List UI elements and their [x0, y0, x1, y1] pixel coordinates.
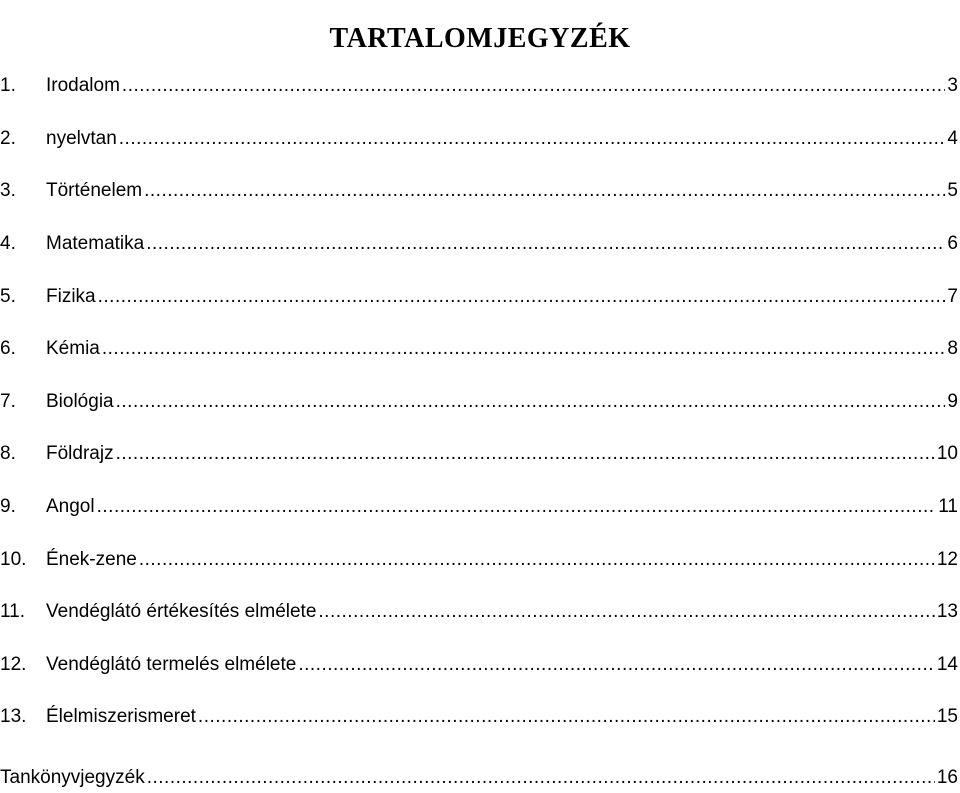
toc-entry-label: Tankönyvjegyzék: [0, 766, 145, 788]
toc-entry-irodalom[interactable]: [0, 60, 960, 113]
toc-entry-label: Földrajz: [46, 443, 114, 465]
toc-entry-label: Vendéglátó termelés elmélete: [46, 653, 297, 675]
toc-entry-matematika[interactable]: [0, 218, 960, 271]
toc-entry-number: 8.: [0, 443, 16, 465]
dot-leader: [119, 128, 946, 150]
toc-entry-page: 9: [947, 390, 958, 412]
dot-leader: [198, 706, 935, 728]
toc-entry-number: 9.: [0, 496, 16, 518]
toc-entry-biologia[interactable]: [0, 376, 960, 429]
toc-entry-vendeglato-termeles[interactable]: [0, 639, 960, 692]
toc-entry-foldrajz[interactable]: [0, 428, 960, 481]
toc-entry-page: 11: [938, 496, 958, 518]
toc-entry-label: Irodalom: [46, 75, 120, 97]
toc-entry-label: Angol: [46, 496, 95, 518]
dot-leader: [144, 180, 945, 202]
toc-entry-page: 5: [947, 180, 958, 202]
toc-entry-number: 7.: [0, 390, 16, 412]
page-title: TARTALOMJEGYZÉK: [329, 22, 631, 54]
toc-entry-page: 3: [947, 75, 958, 97]
toc-entry-number: 5.: [0, 285, 16, 307]
toc-entry-number: 12.: [0, 653, 27, 675]
dot-leader: [97, 496, 937, 518]
toc-entry-fizika[interactable]: [0, 270, 960, 323]
toc-entry-angol[interactable]: [0, 481, 960, 534]
toc-entry-number: 13.: [0, 706, 27, 728]
table-of-contents: [0, 60, 960, 791]
toc-entry-page: 16: [936, 766, 958, 788]
dot-leader: [139, 549, 935, 571]
toc-entry-tankonyvjegyzek[interactable]: [0, 744, 960, 791]
dot-leader: [318, 601, 934, 623]
toc-entry-label: Fizika: [46, 285, 96, 307]
toc-entry-label: Biológia: [46, 390, 114, 412]
dot-leader: [147, 767, 935, 789]
toc-entry-label: Történelem: [46, 180, 143, 202]
toc-entry-elelmiszerismeret[interactable]: [0, 691, 960, 744]
toc-entry-label: Ének-zene: [46, 548, 137, 570]
toc-entry-page: 6: [947, 233, 958, 255]
dot-leader: [122, 75, 946, 97]
toc-entry-page: 8: [947, 338, 958, 360]
toc-entry-number: 1.: [0, 75, 16, 97]
dot-leader: [102, 338, 946, 360]
dot-leader: [116, 443, 935, 465]
dot-leader: [298, 654, 935, 676]
toc-entry-label: Élelmiszerismeret: [46, 706, 196, 728]
toc-entry-number: 2.: [0, 127, 16, 149]
toc-entry-number: 6.: [0, 338, 16, 360]
toc-entry-page: 13: [936, 601, 958, 623]
toc-entry-number: 4.: [0, 233, 16, 255]
toc-entry-number: 10.: [0, 548, 27, 570]
toc-entry-label: nyelvtan: [46, 127, 117, 149]
toc-entry-ének-zene[interactable]: [0, 533, 960, 586]
toc-entry-page: 10: [936, 443, 958, 465]
dot-leader: [98, 286, 946, 308]
toc-entry-page: 15: [936, 706, 958, 728]
toc-entry-vendeglato-ertekesites[interactable]: [0, 586, 960, 639]
dot-leader: [146, 233, 945, 255]
toc-entry-page: 4: [947, 127, 958, 149]
toc-entry-page: 14: [936, 653, 958, 675]
toc-entry-page: 12: [936, 548, 958, 570]
toc-entry-label: Kémia: [46, 338, 100, 360]
toc-entry-nyelvtan[interactable]: [0, 113, 960, 166]
toc-entry-label: Vendéglátó értékesítés elmélete: [46, 601, 317, 623]
toc-entry-number: 11.: [0, 601, 26, 623]
toc-entry-number: 3.: [0, 180, 16, 202]
dot-leader: [116, 391, 946, 413]
toc-entry-page: 7: [947, 285, 958, 307]
toc-entry-kemia[interactable]: [0, 323, 960, 376]
toc-entry-tortenelem[interactable]: [0, 165, 960, 218]
toc-entry-label: Matematika: [46, 233, 145, 255]
